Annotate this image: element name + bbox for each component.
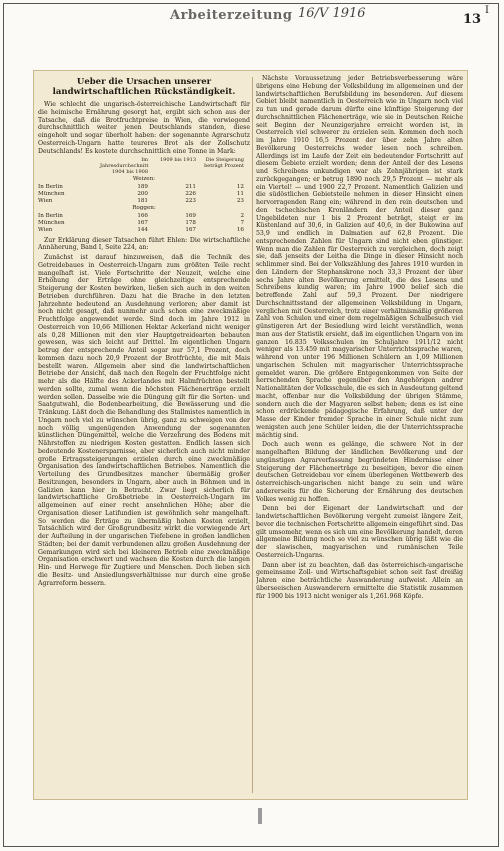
table-cell: 167 (137, 220, 148, 227)
newspaper-clipping (33, 70, 468, 800)
page-number: 13 (463, 12, 482, 27)
table-cell: Wien (38, 226, 53, 233)
table-section-label: Weizen: (132, 176, 156, 183)
table-cell: 223 (185, 197, 196, 204)
paragraph: Dann aber ist zu beachten, daß das österreichisch-ungarische gemeinsame Zoll- und Wirtschaftsgebiet schon seit fast dreißig Jahren eine beträchtliche Auswanderung aufweist. Allein an überseeischen Auswanderern ermittelte die Statistik zusammen für 1900 bis 1913 nicht weniger als 1,261.968 Köpfe. (256, 561, 463, 600)
paragraph: Zunächst ist darauf hinzuweisen, daß die Technik des Getreidebaues in Oesterreich-Ungarn zum größten Teile recht mangelhaft ist. Viele Fortschritte der Neuzeit, welche eine Erhöhung der Erträge ohne gleichzeitige entsprechende Steigerung der Kosten bewirken, ließen sich auch in den weiten Betrieben durchführen. Dazu hat die Brache in den letzten Jahrzehnte bedeutend an Ausdehnung verloren; aber damit ist noch nicht gesagt, daß nunmehr auch schon eine zweckmäßige Fruchtfolge angewendet werde. Sind doch im Jahre 1912 in Oesterreich von 10,66 Millionen Hektar Ackerland nicht weniger als 0,28 Millionen mit den vier Hauptgetreidearten bebauten gewesen, was sich leicht auf Drittel. Im eigentlichen Ungarn betrug der entsprechende Anteil sogar nur 57,1 Prozent, doch kommen dazu noch 20,9 Prozent der Brotfrüchte, die mit Mais bestellt waren. Allgemein aber sind die landwirtschaftlichen Betriebe der Ansicht, daß nach den Regeln der Fruchtfolge nicht mehr als die Hälfte des Ackerlandes mit Halmfrüchten bestellt werden sollte, zumal wenn die höchsten Flächenerträge erzielt werden sollen. Dasselbe wie die Düngung gilt für die Sorten- und Saatgutwahl, die Bodenbearbeitung, die Bewässerung und die Tränkung. Läßt doch die Behandlung des Stallmistes namentlich in Ungarn noch viel zu wünschen übrig, ganz zu schweigen von der noch völlig ungenügenden Anwendung der sogenannten künstlichen Düngemittel, welche die Verzehrung des Bodens mit Nährstoffen zu niedrigen Kosten gestatten. Endlich lassen sich bedeutende Kostenersparnisse, aber sicherlich auch nicht minder große Ertragssteigerungen erzielen durch eine zweckmäßige Organisation des landwirtschaftlichen Betriebes. Namentlich die Verteilung des Grundbesitzes mancher übermäßig großer Besitzungen, besonders in Ungarn, aber auch in Böhmen und in Galizien kann hier in Betracht. Zwar liegt sicherlich für landwirtschaftliche Großbetriebe in Oesterreich-Ungarn im allgemeinen auf einer recht ansehnlichen Höhe; aber die Organisation dieser Latifundien ist gewöhnlich sehr mangelhaft. So werden die Erträge zu übermäßig hohen Kosten erzielt, Tatsächlich wird der Großgrundbesitz wirkt die vorwiegende Art der Aufteilung in der ungarischen Tiefebene in großen landlichen Städten; bei der damit verbundenen allzu großen Ausdehnung der Gemarkungen wird sich bei kleineren Betrieb eine zweckmäßige Organisation erschwert und wachsen die Kosten durch die langen Hin- und Herwege für Zugtiere und Menschen. Doch lieben sich die Besitz- und Ansiedlungsverhältnisse nur durch eine große Agrarreform bessern. (38, 254, 250, 587)
paragraph: Doch auch wenn es gelänge, die schwere Not in der mangelhaften Bildung der ländlichen Bevölkerung und der ungünstigen Agrarverfassung begründeten Hindernisse einer Steigerung der Flächenerträge zu beseitigen, bevor die einen deutschen Getreidebau vor einem überlegenen Wettbewerb des österreichisch-ungarischen nicht bange zu sein und wäre andererseits für die Sicherung der Ernährung des deutschen Volkes wenig zu hoffen. (256, 441, 463, 503)
paragraph: Denn bei der Eigenart der Landwirtschaft und der landwirtschaftlichen Bevölkerung vergeht zumeist längere Zeit, bevor die technischen Fortschritte allgemein eingeführt sind. Das gilt umsomehr, wenn es sich um eine Bevölkerung handelt, deren allgemeine Bildung noch so viel zu wünschen übrig läßt wie die der slawischen, magyarischen und rumänischen Teile Oesterreich-Ungarns. (256, 505, 463, 559)
table-cell: 11 (236, 190, 244, 197)
right-column (256, 75, 463, 797)
table-cell: 23 (236, 197, 244, 204)
table-row (38, 198, 250, 205)
table-row (38, 220, 250, 227)
table-cell: Wien (38, 197, 53, 204)
table-cell: 12 (236, 184, 244, 191)
table-cell: 211 (185, 184, 196, 191)
table-cell: 16 (236, 226, 244, 233)
table-cell: 167 (185, 226, 196, 233)
body-text (38, 237, 250, 588)
table-row (38, 227, 250, 234)
table-cell: 7 (240, 220, 244, 227)
table-cell: 166 (137, 213, 148, 220)
table-cell: München (38, 220, 65, 227)
handwritten-date: 16/V 1916 (298, 6, 366, 21)
article-title: Ueber die Ursachen unserer landwirtschaftlichen Rückständigkeit. (52, 77, 236, 97)
table-cell: 226 (185, 190, 196, 197)
table-row (38, 213, 250, 220)
table-cell: 181 (137, 197, 148, 204)
table-cell: 144 (137, 226, 148, 233)
paragraph: Wie schlecht die ungarisch-österreichische Landwirtschaft für die heimische Ernährung gesorgt hat, ergibt sich schon aus der Tatsache, daß die Brotfruchtpreise in Wien, die vorwiegend durchschnittlich weiter jenen Deutschlands standen, diese eingeholt und sogar überholt haben: der sogenannte Agrarschutz Oesterreich-Ungarn hatte teureres Brot als der Zollschutz Deutschlands! Es kostete durchschnittlich eine Tonne in Mark: (38, 101, 250, 155)
table-cell: München (38, 190, 65, 197)
paragraph: Nächste Voraussetzung jeder Betriebsverbesserung wäre übrigens eine Hebung der Volksbildung im allgemeinen und der landwirtschaftlichen Berufsbildung im besonderen. Auf diesem Gebiet bleibt namentlich in Oesterreich wie in Ungarn noch viel zu tun und gerade darum dürfte eine künftige Steigerung der durchschnittlichen Flächenerträge, wie sie in Deutschen Reiche seit Beginn der Neunzigerjahre erreicht worden ist, in Oesterreich viel schwerer zu erzielen sein. Kommen doch noch im Jahre 1910 16,5 Prozent der über zehn Jahre alten Bevölkerung Oesterreichs weder lesen noch schreiben. Allerdings ist im Laufe der Zeit ein bedeutender Fortschritt auf diesem Gebiete erzielt worden; denn der Anteil der des Lesens und Schreibens unkundigen war als Zehnjährigen ist stark zurückgegangen; er betrug 1890 noch 29,5 Prozent — mehr als ein Viertel! — und 1900 22,7 Prozent. Namentlich Galizien und die südöstlichen Gebietsteile nehmen in dieser Hinsicht einen hervorragenden Rang ein; während in den rein deutschen und den tschechischen Kronländern der Anteil dieser ganz Ungebildeten nur 1 bis 2 Prozent beträgt, steigt er im Küstenland auf 30,6, in Galizien auf 40,6, in der Bukowina auf 53,9 und endlich in Dalmatien auf 62,8 Prozent. Die entsprechenden Zahlen für Ungarn sind nicht eben günstiger. Wenn man die Zahlen für Oesterreich zu vergleichen, doch zeigt sie, daß jenseits der Leitha die Dinge in dieser Hinsicht noch schlimmer sind. Bei der Volkszählung des Jahres 1910 wurden in den Ländern der Stephanskrone noch 33,3 Prozent der über sechs Jahre alten Bevölkerung ermittelt, die des Lesens und Schreibens kundig waren; im Jahre 1900 belief sich die betreffende Zahl auf 59,3 Prozent. Der niedrigere Durchschnittsstand der allgemeinen Volksbildung in Ungarn, verglichen mit Oesterreich, trotz einer verhältnismäßig größeren Zahl von Schulen und einer dem regelmäßigen Schulbesuch viel günstigeren Art der Besiedlung wird leicht verständlich, wenn man aus der Statistik ersieht, daß im eigentlichen Ungarn von im ganzen 16.835 Volksschulen im Schuljahre 1911/12 nicht weniger als 13.459 mit magyarischer Unterrichtssprache waren, während von unter 196 Millionen Schülern an 1,09 Millionen ungarischen Schulen mit magyarischer Unterrichtssprache gemeldet waren. Die größere Entgegenkommen von Seite der herrschenden Sprache gegenüber den Angehörigen andrer Nationalitäten der Volksschule, die es sich in Ausdeutung geltend macht, offenbar nur die Volksbildung der übrigen Stämme, sondern auch die der Magyaren selbst heben; denn es ist eine schon erdrückende pädagogische Erfahrung, daß unter der Masse der Kinder fremder Sprache in einer Schule nicht zum wenigsten auch jene Schüler leiden, die der Unterrichtssprache mächtig sind. (256, 75, 463, 439)
table-header-cell: Im Jahresdurchschnitt 1904 bis 1908 (100, 157, 149, 176)
column-divider (252, 77, 253, 793)
table-cell: 178 (185, 220, 196, 227)
table-header-cell: Die Steigerung beträgt Prozent (204, 157, 244, 170)
table-row (38, 191, 250, 198)
paragraph: Zur Erklärung dieser Tatsachen führt Ehlen: Die wirtschaftliche Annäherung, Band I, Seite 224, an: (38, 236, 250, 252)
table-cell: 189 (137, 184, 148, 191)
intro-text (38, 101, 250, 155)
table-cell: In Berlin (38, 184, 63, 191)
table-header-cell: 1909 bis 1913 (160, 157, 196, 164)
price-table-header (38, 157, 250, 175)
table-header-cell (38, 157, 100, 175)
table-row (38, 184, 250, 191)
scan-mark (258, 808, 262, 824)
table-cell: 169 (185, 213, 196, 220)
newspaper-name: Arbeiterzeitung (170, 8, 293, 23)
table-section-label: Roggen: (132, 205, 156, 212)
left-column (38, 75, 250, 797)
table-cell: In Berlin (38, 213, 63, 220)
table-cell: 200 (137, 190, 148, 197)
price-table (38, 157, 250, 233)
table-cell: 2 (240, 213, 244, 220)
corner-mark: I (485, 5, 489, 16)
